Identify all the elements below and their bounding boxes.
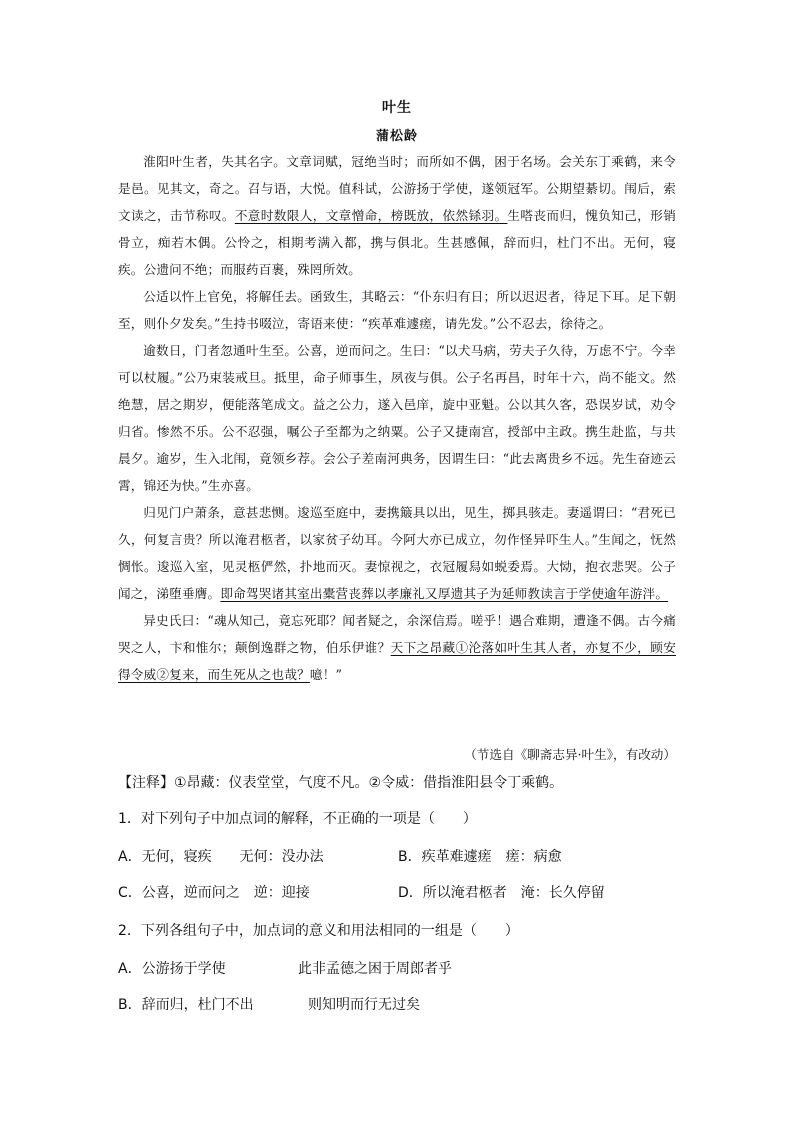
question-2-option-a-right: 此非孟德之困于周郎者乎 <box>298 961 452 977</box>
paragraph-2-text: 公适以忤上官免，将解任去。函致生，其略云：“仆东归有日；所以迟迟者，待足下耳。足下朝至，则仆夕发矣。”生持书啜泣，寄语来使：“疾革难遽瘥，请先发。”公不忍去，徐待之。 <box>118 289 676 331</box>
question-2-stem: 2．下列各组句子中，加点词的意义和用法相同的一组是（ ） <box>118 923 519 939</box>
paragraph-5-text-a: 异史氏曰：“魂从知己，竟忘死耶？闻者疑之，余深信焉。嗟乎！遇合难期，遭逢不偶。古今痛哭之人，卞和惟尔；颠倒逸群之物，伯乐伊谁？ <box>118 613 676 655</box>
paragraph-3-text: 逾数日，门者忽通叶生至。公喜，逆而问之。生曰：“以犬马病，劳夫子久待，万虑不宁。今幸可以杖履。”公乃束装戒旦。抵里，命子师事生，夙夜与俱。公子名再昌，时年十六，尚不能文。然绝慧，居之期岁，便能落笔成文。益之公力，遂入邑庠，旋中亚魁。公以其久客，恐误岁试，劝令归省。惨然不乐。公不忍强，嘱公子至都为之纳粟。公子又捷南宫，授部中主政。携生赴监，与共晨夕。逾岁，生入北闱，竟领乡荐。会公子差南河典务，因谓生曰：“此去离贵乡不远。先生奋迹云霄，锦还为快。”生亦喜。 <box>118 343 676 493</box>
question-1-option-d: D．所以淹君柩者 淹：长久停留 <box>398 885 605 901</box>
question-2-option-b-left: B．辞而归，杜门不出 <box>118 997 254 1013</box>
paragraph-2 <box>118 283 676 337</box>
question-2-option-a <box>118 958 718 978</box>
article-title: 叶生 <box>382 100 412 116</box>
paragraph-1-text-c: 生嗒丧而归，愧负知己，形销骨立，痴若木偶。公怜之，相期考满入都，携与俱北。生甚感佩，辞而归，杜门不出。无何，寝疾。公遗问不绝；而服药百裹，殊罔所效。 <box>118 208 676 277</box>
paragraph-1-underlined: 不意时数限人，文章憎命，榜既放，依然铩羽。 <box>234 208 508 223</box>
article-author: 蒲松龄 <box>375 129 418 144</box>
paragraph-4-underlined: 即命驾哭诸其室出橐营丧葬以孝廉礼又厚遗其子为延师教读言于学使逾年游泮。 <box>220 586 669 601</box>
question-1-option-a: A．无何，寝疾 无何：没办法 <box>118 849 324 865</box>
paragraph-1 <box>118 148 676 283</box>
paragraph-5 <box>118 607 676 688</box>
question-1-option-c: C．公喜，逆而问之 逆：迎接 <box>118 885 310 901</box>
question-2-option-a-left: A．公游扬于学使 <box>118 961 226 977</box>
question-1-option-b: B．疾革难遽瘥 瘥：病愈 <box>398 849 562 865</box>
question-1-stem: 1．对下列句子中加点词的解释，不正确的一项是（ ） <box>118 811 477 827</box>
question-1-options-row-1 <box>118 846 718 866</box>
annotation-note: 【注释】①昂藏：仪表堂堂，气度不凡。②令威：借指淮阳县令丁乘鹤。 <box>118 775 564 791</box>
question-2-option-b <box>118 994 718 1014</box>
question-2-option-b-right: 则知明而行无过矣 <box>308 997 420 1013</box>
paragraph-1-text-a: 淮阳叶生者，失其名字。文章词赋，冠绝当时；而所如不偶，困于名场。会关东丁乘鹤，来令是邑。见其文，奇之。召与语，大悦。值科试，公游扬于学使，遂领冠军。公期望綦切。闱后，索文读之，击节称叹。 <box>118 154 676 223</box>
paragraph-4 <box>118 499 676 607</box>
paragraph-4-text-a: 归见门户萧条，意甚悲恻。逡巡至庭中，妻携簸具以出，见生，掷具骇走。妻遥谓曰：“君死已久，何复言贵？所以淹君柩者，以家贫子幼耳。今阿大亦已成立，勿作怪异吓生人。”生闻之，怃然惆怅。逡巡入室，见灵柩俨然，扑地而灭。妻惊视之，衣冠履舄如蜕委焉。大恸，抱衣悲哭。公子闻之，涕堕垂膺。 <box>118 505 676 601</box>
paragraph-5-text-c: 噫！” <box>309 667 343 682</box>
source-citation: （节选自《聊斋志异·叶生》，有改动） <box>464 747 676 762</box>
question-1-options-row-2 <box>118 882 718 902</box>
paragraph-5-underlined: 天下之昂藏①沦落如叶生其人者，亦复不少，顾安得令威②复来，而生死从之也哉？ <box>118 640 677 682</box>
paragraph-3 <box>118 337 676 499</box>
article-body <box>118 148 676 688</box>
